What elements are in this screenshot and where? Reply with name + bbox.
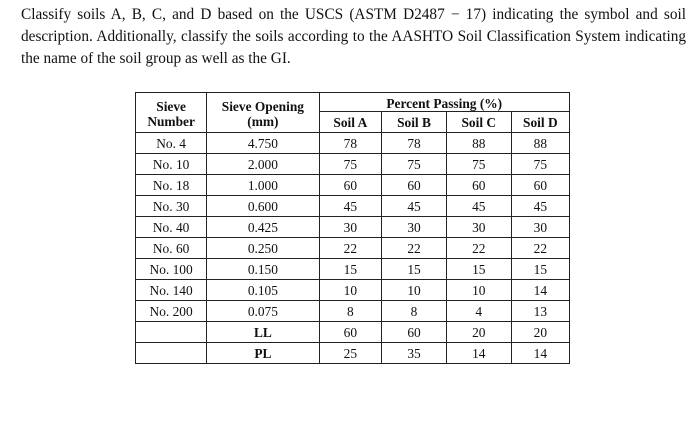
percent-passing-cell: 15 — [446, 259, 511, 280]
atterberg-limit-row — [136, 343, 570, 364]
percent-passing-cell: 75 — [382, 154, 447, 175]
header-percent-passing: Percent Passing (%) — [319, 93, 569, 112]
percent-passing-cell: 8 — [382, 301, 447, 322]
table-row — [136, 238, 570, 259]
percent-passing-cell: 75 — [511, 154, 569, 175]
percent-passing-cell: 60 — [382, 175, 447, 196]
limit-label: LL — [207, 322, 319, 343]
table-row — [136, 196, 570, 217]
percent-passing-cell: 45 — [319, 196, 382, 217]
sieve-number-cell: No. 200 — [136, 301, 207, 322]
sieve-number-cell: No. 30 — [136, 196, 207, 217]
percent-passing-cell: 30 — [446, 217, 511, 238]
limit-value-cell: 25 — [319, 343, 382, 364]
percent-passing-cell: 30 — [511, 217, 569, 238]
percent-passing-cell: 45 — [446, 196, 511, 217]
sieve-opening-cell: 2.000 — [207, 154, 319, 175]
table-row — [136, 301, 570, 322]
limit-value-cell: 14 — [511, 343, 569, 364]
sieve-number-cell: No. 40 — [136, 217, 207, 238]
table-row — [136, 259, 570, 280]
empty-cell — [136, 322, 207, 343]
atterberg-limit-row — [136, 322, 570, 343]
limit-value-cell: 60 — [382, 322, 447, 343]
table-row — [136, 154, 570, 175]
percent-passing-cell: 60 — [319, 175, 382, 196]
header-soil-a: Soil A — [319, 112, 382, 133]
header-sieve-number: Sieve Number — [136, 93, 207, 133]
header-soil-d: Soil D — [511, 112, 569, 133]
empty-cell — [136, 343, 207, 364]
percent-passing-cell: 22 — [319, 238, 382, 259]
question-text: Classify soils A, B, C, and D based on the USCS (ASTM D2487 − 17) indicating the symbol and soil description. Additionally, classify the soils according to the AASHTO Soil Classification System indicating the name of the soil group as well as the GI. — [21, 6, 686, 67]
table-body — [136, 133, 570, 364]
sieve-number-cell: No. 10 — [136, 154, 207, 175]
percent-passing-cell: 10 — [319, 280, 382, 301]
header-soil-c: Soil C — [446, 112, 511, 133]
limit-label: PL — [207, 343, 319, 364]
sieve-opening-cell: 0.105 — [207, 280, 319, 301]
limit-value-cell: 20 — [511, 322, 569, 343]
percent-passing-cell: 10 — [382, 280, 447, 301]
percent-passing-cell: 15 — [382, 259, 447, 280]
table-row — [136, 280, 570, 301]
percent-passing-cell: 22 — [511, 238, 569, 259]
sieve-number-cell: No. 140 — [136, 280, 207, 301]
percent-passing-cell: 22 — [382, 238, 447, 259]
percent-passing-cell: 88 — [511, 133, 569, 154]
sieve-opening-cell: 0.075 — [207, 301, 319, 322]
sieve-opening-cell: 0.425 — [207, 217, 319, 238]
table-header — [136, 93, 570, 133]
limit-value-cell: 14 — [446, 343, 511, 364]
sieve-number-cell: No. 100 — [136, 259, 207, 280]
percent-passing-cell: 78 — [319, 133, 382, 154]
percent-passing-cell: 60 — [446, 175, 511, 196]
header-soil-b: Soil B — [382, 112, 447, 133]
table-row — [136, 217, 570, 238]
sieve-analysis-table — [135, 92, 570, 364]
limit-value-cell: 20 — [446, 322, 511, 343]
sieve-number-cell: No. 18 — [136, 175, 207, 196]
percent-passing-cell: 45 — [382, 196, 447, 217]
percent-passing-cell: 10 — [446, 280, 511, 301]
percent-passing-cell: 8 — [319, 301, 382, 322]
percent-passing-cell: 13 — [511, 301, 569, 322]
percent-passing-cell: 15 — [319, 259, 382, 280]
sieve-number-cell: No. 4 — [136, 133, 207, 154]
limit-value-cell: 60 — [319, 322, 382, 343]
percent-passing-cell: 15 — [511, 259, 569, 280]
percent-passing-cell: 75 — [446, 154, 511, 175]
percent-passing-cell: 22 — [446, 238, 511, 259]
percent-passing-cell: 60 — [511, 175, 569, 196]
percent-passing-cell: 14 — [511, 280, 569, 301]
sieve-opening-cell: 4.750 — [207, 133, 319, 154]
percent-passing-cell: 30 — [382, 217, 447, 238]
percent-passing-cell: 45 — [511, 196, 569, 217]
sieve-opening-cell: 0.250 — [207, 238, 319, 259]
limit-value-cell: 35 — [382, 343, 447, 364]
percent-passing-cell: 4 — [446, 301, 511, 322]
header-sieve-opening: Sieve Opening (mm) — [207, 93, 319, 133]
percent-passing-cell: 88 — [446, 133, 511, 154]
percent-passing-cell: 78 — [382, 133, 447, 154]
percent-passing-cell: 75 — [319, 154, 382, 175]
table-row — [136, 175, 570, 196]
sieve-opening-cell: 0.600 — [207, 196, 319, 217]
sieve-opening-cell: 0.150 — [207, 259, 319, 280]
sieve-opening-cell: 1.000 — [207, 175, 319, 196]
sieve-number-cell: No. 60 — [136, 238, 207, 259]
percent-passing-cell: 30 — [319, 217, 382, 238]
table-row — [136, 133, 570, 154]
